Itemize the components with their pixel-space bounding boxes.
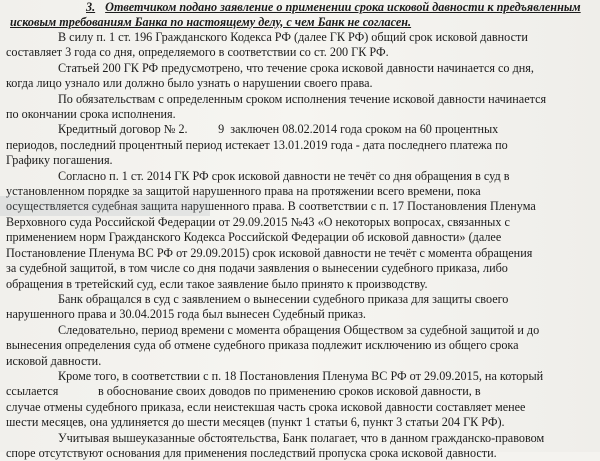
- paragraph-line: По обязательствам с определенным сроком исполнения течение исковой давности начинается: [58, 91, 547, 106]
- paragraph-7: [6, 323, 594, 369]
- paragraph-line: Следовательно, период времени с момента обращения Обществом за судебной защитой и до: [58, 322, 540, 337]
- paragraph-line: ссылается в обоснование своих доводов по применению сроков исковой давности, в: [6, 384, 481, 399]
- paragraph-line: обращения в третейский суд, если такое заявление было принято к производству.: [6, 276, 428, 291]
- paragraph-line: Графику погашения.: [6, 153, 113, 168]
- paragraph-line: В силу п. 1 ст. 196 Гражданского Кодекса РФ (далее ГК РФ) общий срок исковой давности: [58, 30, 528, 44]
- paragraph-line: Верховного суда Российской Федерации от 29.09.2015 №43 «О некоторых вопросах, связанных с: [6, 214, 510, 229]
- paragraph-line: Согласно п. 1 ст. 2014 ГК РФ срок исковой давности не течёт со дня обращения в суд в: [58, 168, 510, 183]
- paragraph-3: [6, 92, 594, 123]
- heading-line-1: [86, 0, 594, 15]
- paragraph-4: [6, 122, 594, 168]
- paragraph-2: [6, 61, 594, 92]
- paragraph-6: [6, 292, 594, 323]
- paragraph-line: Кредитный договор № 2. 9 заключен 08.02.2014 года сроком на 60 процентных: [58, 122, 499, 137]
- paragraph-line: Учитывая вышеуказанные обстоятельства, Банк полагает, что в данном гражданско-правовом: [58, 430, 545, 445]
- paragraph-1: [6, 30, 594, 61]
- paragraph-line: случае отмены судебного приказа, если неистекшая часть срока исковой давности составляет менее: [6, 399, 526, 414]
- paragraph-line: когда лицо узнало или должно было узнать о нарушении своего права.: [6, 76, 373, 91]
- paragraph-line: вынесения определения суда об отмене судебного приказа подлежит исключению из общего срока: [6, 338, 519, 353]
- paragraph-line: за судебной защитой, в том числе со дня подачи заявления о вынесении судебного приказа, либо: [6, 261, 508, 276]
- paragraph-line: нарушенного права и 30.04.2015 года был вынесен Судебный приказ.: [6, 307, 366, 322]
- paragraph-line: по окончании срока исполнения.: [6, 107, 176, 122]
- paragraph-line: Постановление Пленума ВС РФ от 29.09.2015) срок исковой давности не течёт с момента обращения: [6, 245, 533, 260]
- paragraph-line: осуществляется судебная защита нарушенного права. В соответствии с п. 17 Постановления Пленума: [6, 199, 536, 214]
- paragraph-line: составляет 3 года со дня, определяемого в соответствии со ст. 200 ГК РФ.: [6, 45, 389, 60]
- paragraph-line: исковой давности.: [6, 353, 102, 368]
- paragraph-line: споре отсутствуют основания для применения последствий пропуска срока исковой давности.: [6, 445, 497, 460]
- paragraph-9: [6, 431, 594, 461]
- heading-line-2: исковым требованиям Банка по настоящему делу, с чем Банк не согласен.: [10, 14, 412, 29]
- paragraph-line: Банк обращался в суд с заявлением о вынесении судебного приказа для защиты своего: [58, 291, 509, 306]
- paragraph-line: шести месяцев, она удлиняется до шести месяцев (пункт 1 статьи 6, пункт 3 статьи 204 ГК РФ).: [6, 415, 505, 430]
- paragraph-5: [6, 169, 594, 292]
- paragraph-line: применением норм Гражданского Кодекса Российской Федерации об исковой давности» (далее: [6, 230, 502, 245]
- paragraph-line: Кроме того, в соответствии с п. 18 Постановления Пленума ВС РФ от 29.09.2015, на который: [58, 368, 544, 383]
- paragraph-line: установленном порядке за защитой нарушенного права на протяжении всего времени, пока: [6, 184, 481, 199]
- heading-continuation: [6, 15, 594, 30]
- heading-number: 3.: [86, 0, 96, 14]
- paragraph-8: [6, 369, 594, 431]
- section-heading: [6, 0, 594, 15]
- paragraph-line: периодов, последний процентный период истекает 13.01.2019 года - дата последнего платежа по: [6, 137, 508, 152]
- heading-text-1: Ответчиком подано заявление о применении срока исковой давности к предъявленным: [105, 0, 581, 14]
- paragraph-line: Статьей 200 ГК РФ предусмотрено, что течение срока исковой давности начинается со дня,: [58, 60, 534, 75]
